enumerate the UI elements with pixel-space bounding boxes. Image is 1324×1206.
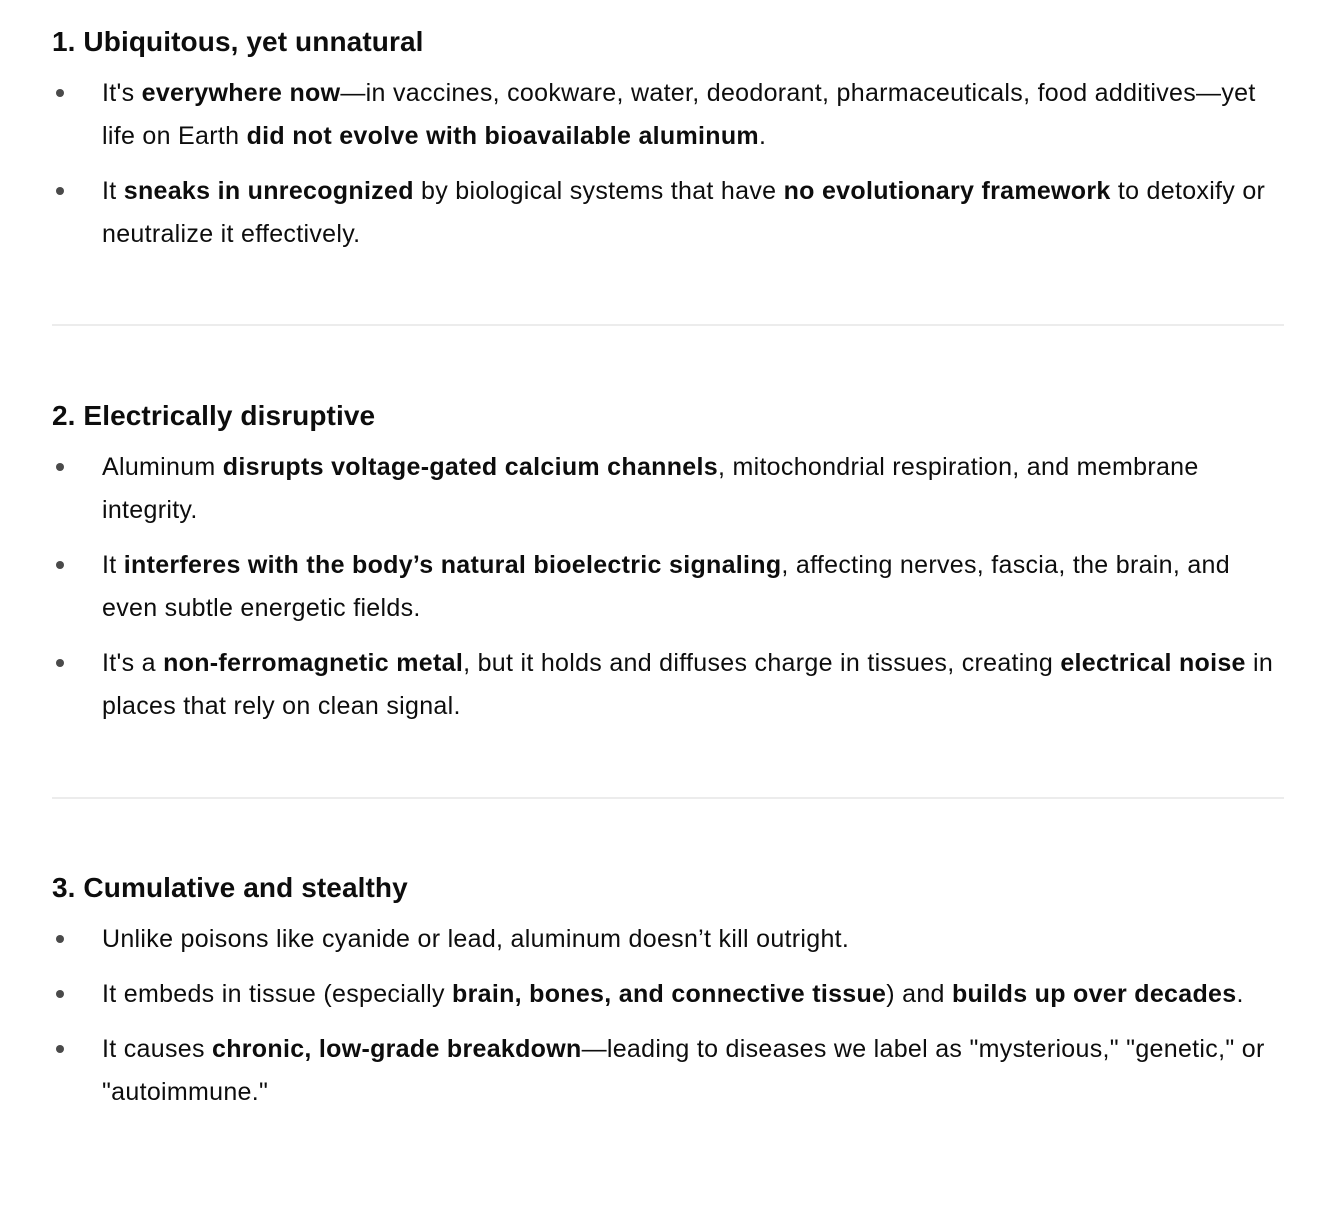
bold-text: electrical noise bbox=[1060, 649, 1246, 677]
list-item bbox=[52, 973, 1284, 1016]
text-run: It bbox=[102, 177, 124, 205]
bullet-list bbox=[52, 72, 1284, 256]
bullet-text bbox=[102, 1035, 1265, 1106]
text-run: in places that rely on clean signal. bbox=[102, 649, 1274, 720]
text-run: Unlike poisons like cyanide or lead, aluminum doesn’t kill outright. bbox=[102, 925, 850, 953]
bullet-text bbox=[102, 551, 1230, 622]
section-divider bbox=[52, 324, 1284, 326]
text-run: , affecting nerves, fascia, the brain, and even subtle energetic fields. bbox=[102, 551, 1230, 622]
text-run: by biological systems that have bbox=[413, 177, 784, 205]
bullet-dot-icon bbox=[56, 1045, 64, 1053]
bullet-text bbox=[102, 177, 1265, 248]
section-ubiquitous bbox=[52, 24, 1284, 256]
bold-text: did not evolve with bioavailable aluminum bbox=[246, 122, 759, 150]
list-item bbox=[52, 72, 1284, 158]
text-run: Aluminum bbox=[102, 453, 223, 481]
bold-text: no evolutionary framework bbox=[783, 177, 1111, 205]
text-run: It causes bbox=[102, 1035, 212, 1063]
bullet-text bbox=[102, 79, 1256, 150]
bold-text: sneaks in unrecognized bbox=[123, 177, 414, 205]
bullet-list bbox=[52, 918, 1284, 1114]
bold-text: disrupts voltage-gated calcium channels bbox=[222, 453, 718, 481]
text-run: , but it holds and diffuses charge in tissues, creating bbox=[463, 649, 1061, 677]
bullet-list bbox=[52, 446, 1284, 728]
list-item bbox=[52, 446, 1284, 532]
text-run: , mitochondrial respiration, and membrane integrity. bbox=[102, 453, 1199, 524]
bold-text: brain, bones, and connective tissue bbox=[452, 980, 887, 1008]
list-item bbox=[52, 170, 1284, 256]
list-item bbox=[52, 544, 1284, 630]
list-item bbox=[52, 918, 1284, 961]
bullet-dot-icon bbox=[56, 187, 64, 195]
bullet-dot-icon bbox=[56, 659, 64, 667]
section-heading: 1. Ubiquitous, yet unnatural bbox=[52, 26, 424, 57]
bullet-dot-icon bbox=[56, 89, 64, 97]
text-run: —leading to diseases we label as "mysterious," "genetic," or "autoimmune." bbox=[102, 1035, 1265, 1106]
bold-text: builds up over decades bbox=[951, 980, 1237, 1008]
section-heading: 3. Cumulative and stealthy bbox=[52, 872, 408, 903]
bullet-dot-icon bbox=[56, 463, 64, 471]
text-run: . bbox=[1236, 980, 1244, 1008]
text-run: to detoxify or neutralize it effectively. bbox=[102, 177, 1266, 248]
section-cumulative bbox=[52, 870, 1284, 1114]
bullet-dot-icon bbox=[56, 561, 64, 569]
bold-text: chronic, low-grade breakdown bbox=[212, 1035, 582, 1063]
list-item bbox=[52, 1028, 1284, 1114]
text-run: It's bbox=[102, 79, 142, 107]
section-heading: 2. Electrically disruptive bbox=[52, 400, 376, 431]
text-run: It's a bbox=[102, 649, 164, 677]
text-run: . bbox=[758, 122, 767, 150]
bullet-dot-icon bbox=[56, 990, 64, 998]
bold-text: everywhere now bbox=[141, 79, 341, 107]
bullet-text bbox=[102, 925, 849, 953]
section-divider bbox=[52, 797, 1284, 799]
list-item bbox=[52, 642, 1284, 728]
text-run: It bbox=[102, 551, 124, 579]
bullet-text bbox=[102, 453, 1199, 524]
bullet-text bbox=[102, 649, 1273, 720]
section-electrical bbox=[52, 398, 1284, 728]
bullet-text bbox=[102, 980, 1244, 1008]
text-run: —in vaccines, cookware, water, deodorant, pharmaceuticals, food additives—yet life on Earth bbox=[102, 79, 1256, 150]
bold-text: non-ferromagnetic metal bbox=[163, 649, 464, 677]
text-run: ) and bbox=[886, 980, 952, 1008]
bullet-dot-icon bbox=[56, 935, 64, 943]
bold-text: interferes with the body’s natural bioelectric signaling bbox=[123, 551, 782, 579]
text-run: It embeds in tissue (especially bbox=[102, 980, 453, 1008]
